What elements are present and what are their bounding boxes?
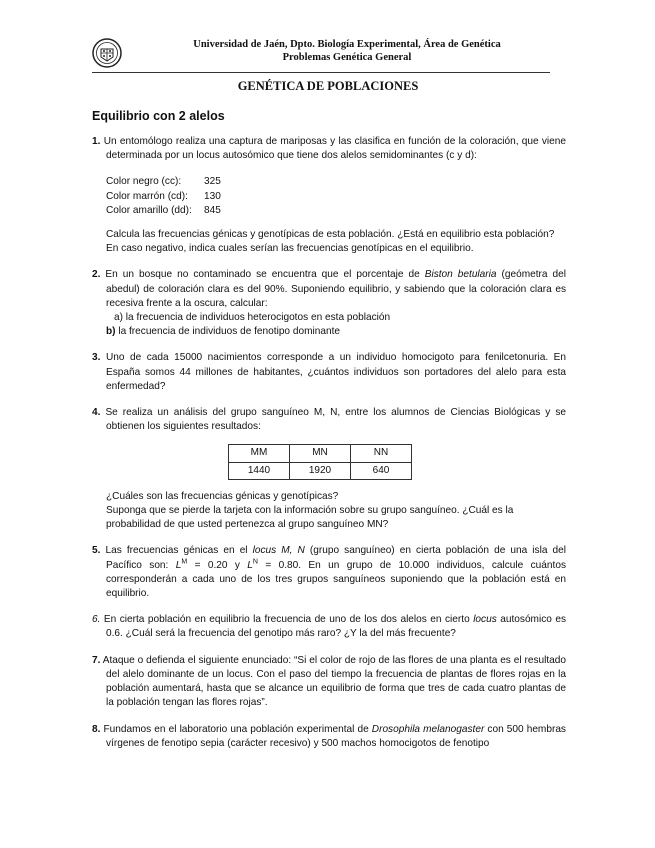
problem-6 — [92, 613, 566, 641]
species-name: Drosophila melanogaster — [371, 723, 485, 735]
problem-text: Fundamos en el laboratorio una población experimental de — [103, 723, 372, 735]
allele-symbol: L — [175, 559, 182, 571]
problem-text: (grupo sanguíneo) en cierta población de una isla del Pacífico son: — [106, 545, 566, 571]
problem-7 — [92, 654, 566, 711]
table-cell: 640 — [351, 462, 412, 479]
problem-number: 1. — [92, 136, 101, 147]
problem-text: Las frecuencias génicas en el — [105, 545, 253, 557]
problem-8 — [92, 723, 566, 751]
problem-text: (geómetra del abedul) de coloración clara es del 90%. Suponiendo equilibrio, y sabiendo que la coloración clara es recesiva frente a la oscura, calcular: — [106, 269, 566, 309]
sub-question-a — [92, 311, 566, 325]
problem-text: Un entomólogo realiza una captura de mariposas y las clasifica en función de la coloración, que viene determinada por un locus autosómico que tiene dos alelos semidominantes (c y d): — [103, 136, 566, 162]
table-header-cell: NN — [351, 445, 412, 462]
color-label: Color marrón (cd): — [106, 190, 188, 202]
color-row — [106, 204, 566, 218]
problem-4 — [92, 406, 566, 532]
problem-number: 5. — [92, 545, 101, 557]
section-heading: Equilibrio con 2 alelos — [92, 109, 225, 123]
table-row — [229, 462, 412, 479]
locus-name: locus M, N — [252, 545, 305, 557]
problem-text: autosómico es 0.6. ¿Cuál será la frecuencia del genotipo más raro? ¿Y la del más frecuente? — [106, 614, 567, 640]
problem-text-2: Calcula las frecuencias génicas y genotípicas de esta población. ¿Está en equilibrio esta población? En caso negativo, indica cuales serían las frecuencias genotípicas en el equilibrio. — [106, 229, 555, 255]
problem-text: Uno de cada 15000 nacimientos corresponde a un individuo homocigoto para fenilcetonuria. En España somos 44 millones de habitantes, ¿cuántos individuos son portadores del alelo para esta enfermedad? — [105, 352, 566, 392]
color-label: Color amarillo (dd): — [106, 204, 192, 216]
problem-text: En un bosque no contaminado se encuentra que el porcentaje de — [105, 269, 425, 281]
problem-5 — [92, 544, 566, 601]
sub-question-letter: b) — [106, 326, 116, 338]
color-row — [106, 175, 566, 189]
problem-list — [92, 135, 566, 763]
sub-question-letter: a) — [114, 312, 123, 324]
allele-superscript: N — [252, 558, 258, 566]
sub-question-b — [92, 325, 566, 339]
color-value: 325 — [204, 176, 221, 188]
color-row — [106, 190, 566, 204]
problem-text: con 500 hembras vírgenes de fenotipo sepia (carácter recesivo) y 500 machos homocigotos de fenotipo — [106, 723, 566, 749]
header-line-1: Universidad de Jaén, Dpto. Biología Experimental, Área de Genética — [193, 39, 501, 50]
table-header-row — [229, 445, 412, 462]
problem-number: 4. — [92, 407, 101, 419]
problem-text-3: Suponga que se pierde la tarjeta con la información sobre su grupo sanguíneo. ¿Cuál es la probabilidad de que usted pertenezca al grupo sanguíneo MN? — [106, 505, 514, 531]
document-header — [130, 38, 564, 64]
problem-3 — [92, 351, 566, 394]
table-cell: 1440 — [229, 462, 290, 479]
university-seal-icon — [92, 38, 122, 68]
problem-text: Ataque o defienda el siguiente enunciado: “Si el color de rojo de las flores de una planta es el resultado del alelo dominante de un locus. Con el paso del tiempo la frecuencia de plantas de flores rojas en la población aumentará, hasta que se alcance un equilibrio de forma que tres de cada cuatro plantas de la población tengan las flores rojas”. — [102, 654, 566, 709]
header-line-2: Problemas Genética General — [282, 52, 412, 63]
species-name: Biston betularia — [424, 269, 497, 281]
allele-superscript: M — [181, 558, 188, 566]
table-header-cell: MM — [229, 445, 290, 462]
problem-text: = 0.20 y — [187, 559, 248, 571]
blood-group-table — [228, 444, 412, 479]
color-counts — [106, 175, 566, 218]
color-value: 130 — [204, 190, 221, 202]
allele-symbol: L — [247, 559, 253, 571]
problem-number: 7. — [92, 654, 101, 666]
problem-text: En cierta población en equilibrio la frecuencia de uno de los dos alelos en cierto — [100, 614, 474, 626]
problem-2 — [92, 268, 566, 339]
page-title: GENÉTICA DE POBLACIONES — [237, 79, 419, 93]
locus-name: locus — [473, 614, 497, 626]
sub-question-text: la frecuencia de individuos de fenotipo dominante — [115, 326, 340, 338]
problem-1 — [92, 135, 566, 256]
problem-number: 2. — [92, 269, 101, 281]
color-label: Color negro (cc): — [106, 176, 182, 188]
problem-text-2: ¿Cuáles son las frecuencias génicas y genotípicas? — [106, 490, 339, 502]
color-value: 845 — [204, 204, 221, 216]
problem-number: 3. — [92, 352, 101, 364]
header-divider — [92, 72, 550, 73]
table-cell: 1920 — [290, 462, 351, 479]
table-header-cell: MN — [290, 445, 351, 462]
problem-number: 8. — [92, 723, 101, 735]
problem-text: = 0.80. En un grupo de 10.000 individuos, calcule cuántos corresponderán a cada uno de los tres grupos sanguíneos suponiendo que la población está en equilibrio. — [106, 559, 566, 600]
problem-text: Se realiza un análisis del grupo sanguíneo M, N, entre los alumnos de Ciencias Biológicas y se obtienen los siguientes resultados: — [105, 407, 566, 433]
sub-question-text: la frecuencia de individuos heterocigotos en esta población — [122, 312, 391, 324]
problem-number: 6. — [92, 614, 101, 626]
